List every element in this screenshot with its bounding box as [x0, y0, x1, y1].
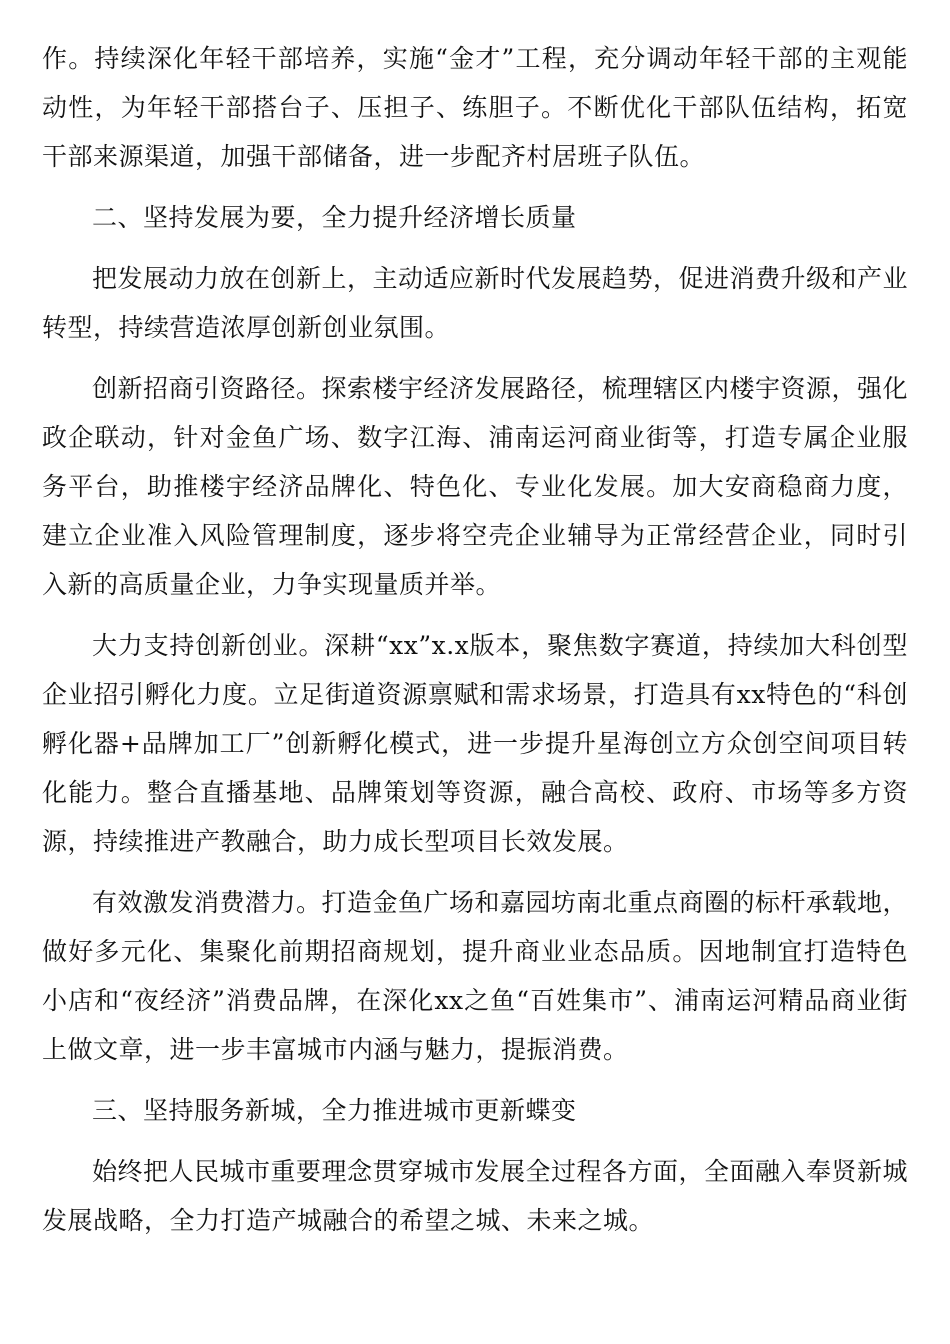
section-heading-economic-growth: 二、坚持发展为要，全力提升经济增长质量 — [92, 203, 577, 232]
paragraph-cadre-training: 作。持续深化年轻干部培养，实施“金才”工程，充分调动年轻干部的主观能动性，为年轻干部搭台子、压担子、练胆子。不断优化干部队伍结构，拓宽干部来源渠道，加强干部储备，进一步配齐村居班子队伍。 — [42, 44, 908, 171]
document-page — [42, 34, 908, 1257]
section-heading-city-renewal: 三、坚持服务新城，全力推进城市更新蝶变 — [92, 1096, 577, 1125]
paragraph-consumption: 有效激发消费潜力。打造金鱼广场和嘉园坊南北重点商圈的标杆承载地，做好多元化、集聚化前期招商规划，提升商业业态品质。因地制宜打造特色小店和“夜经济”消费品牌，在深化xx之鱼“百姓集市”、浦南运河精品商业街上做文章，进一步丰富城市内涵与魅力，提振消费。 — [42, 888, 909, 1064]
paragraph-innovation-driver: 把发展动力放在创新上，主动适应新时代发展趋势，促进消费升级和产业转型，持续营造浓厚创新创业氛围。 — [42, 264, 909, 342]
paragraph-people-city: 始终把人民城市重要理念贯穿城市发展全过程各方面，全面融入奉贤新城发展战略，全力打造产城融合的希望之城、未来之城。 — [42, 1157, 909, 1235]
paragraph-investment-path: 创新招商引资路径。探索楼宇经济发展路径，梳理辖区内楼宇资源，强化政企联动，针对金鱼广场、数字江海、浦南运河商业街等，打造专属企业服务平台，助推楼宇经济品牌化、特色化、专业化发展。加大安商稳商力度，建立企业准入风险管理制度，逐步将空壳企业辅导为正常经营企业，同时引入新的高质量企业，力争实现量质并举。 — [42, 374, 909, 599]
paragraph-entrepreneurship: 大力支持创新创业。深耕“xx”x.x版本，聚焦数字赛道，持续加大科创型企业招引孵化力度。立足街道资源禀赋和需求场景，打造具有xx特色的“科创孵化器+品牌加工厂”创新孵化模式，进一步提升星海创立方众创空间项目转化能力。整合直播基地、品牌策划等资源，融合高校、政府、市场等多方资源，持续推进产教融合，助力成长型项目长效发展。 — [42, 631, 908, 856]
